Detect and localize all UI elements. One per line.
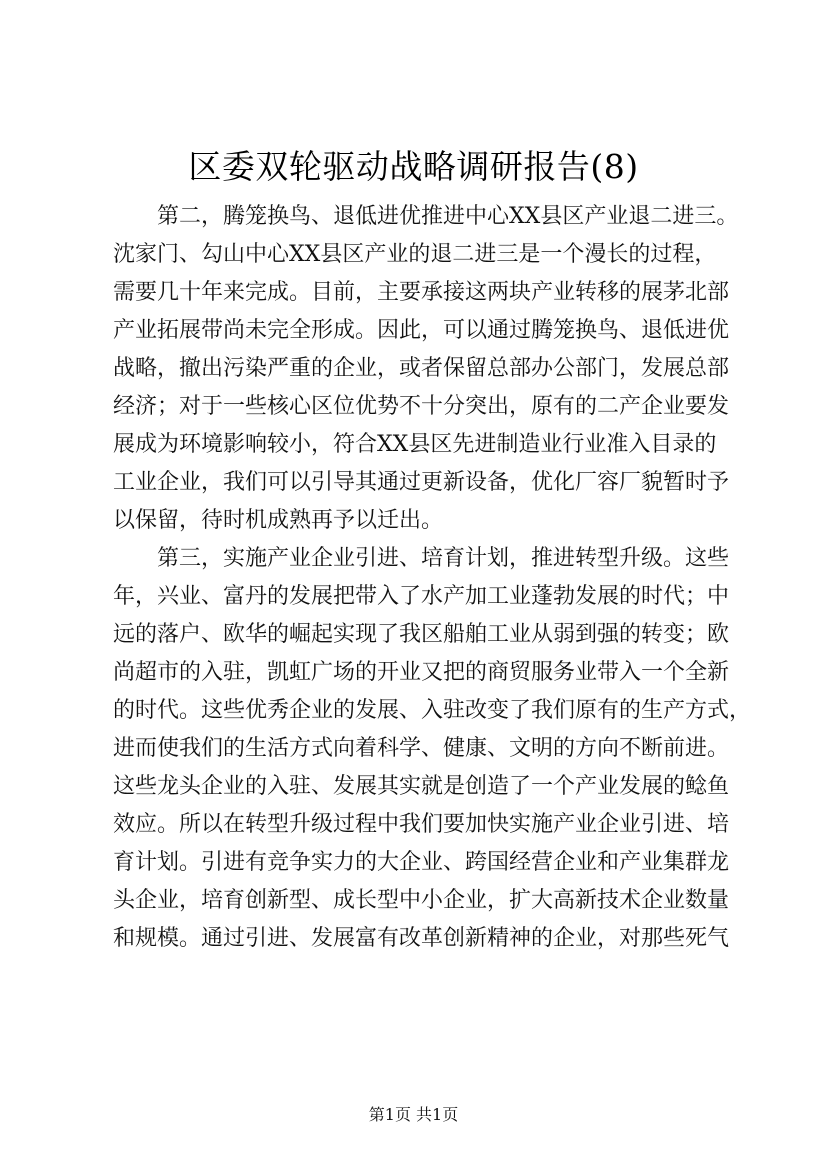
- body-line: 工业企业，我们可以引导其通过更新设备，优化厂容厂貌暂时予: [113, 470, 730, 495]
- body-line: 年，兴业、富丹的发展把带入了水产加工业蓬勃发展的时代；中: [113, 584, 730, 609]
- body-line: 展成为环境影响较小，符合XX县区先进制造业行业准入目录的: [113, 432, 717, 457]
- body-line: 产业拓展带尚未完全形成。因此，可以通过腾笼换鸟、退低进优: [113, 318, 730, 343]
- body-line: 以保留，待时机成熟再予以迁出。: [113, 508, 444, 533]
- body-line: 和规模。通过引进、发展富有改革创新精神的企业，对那些死气: [113, 926, 730, 951]
- body-line: 进而使我们的生活方式向着科学、健康、文明的方向不断前进。: [113, 736, 730, 761]
- document-title: 区委双轮驱动战略调研报告(8): [188, 147, 639, 186]
- body-line: 头企业，培育创新型、成长型中小企业，扩大高新技术企业数量: [113, 888, 730, 913]
- body-line: 经济；对于一些核心区位优势不十分突出，原有的二产企业要发: [113, 394, 730, 419]
- body-line: 第二，腾笼换鸟、退低进优推进中心XX县区产业退二进三。: [113, 204, 739, 229]
- document-body: [113, 198, 752, 958]
- body-line: 这些龙头企业的入驻、发展其实就是创造了一个产业发展的鲶鱼: [113, 774, 730, 799]
- body-line: 沈家门、勾山中心XX县区产业的退二进三是一个漫长的过程，: [113, 242, 717, 267]
- page-footer: 第1页 共1页: [368, 1105, 459, 1124]
- body-line: 需要几十年来完成。目前，主要承接这两块产业转移的展茅北部: [113, 280, 730, 305]
- body-line: 战略，撤出污染严重的企业，或者保留总部办公部门，发展总部: [113, 356, 730, 381]
- body-line: 远的落户、欧华的崛起实现了我区船舶工业从弱到强的转变；欧: [113, 622, 730, 647]
- body-line: 育计划。引进有竞争实力的大企业、跨国经营企业和产业集群龙: [113, 850, 730, 875]
- body-line: 效应。所以在转型升级过程中我们要加快实施产业企业引进、培: [113, 812, 730, 837]
- body-line: 尚超市的入驻，凯虹广场的开业又把的商贸服务业带入一个全新: [113, 660, 730, 685]
- body-line: 的时代。这些优秀企业的发展、入驻改变了我们原有的生产方式，: [113, 698, 752, 723]
- body-line: 第三，实施产业企业引进、培育计划，推进转型升级。这些: [113, 546, 730, 571]
